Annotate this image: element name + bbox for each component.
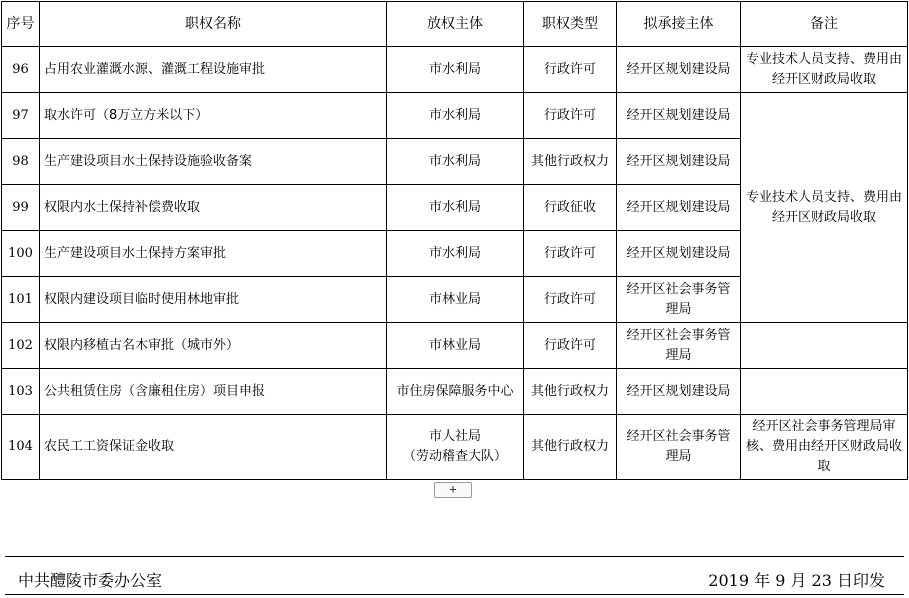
authority-table <box>1 1 908 480</box>
header-no: 序号 <box>2 2 40 47</box>
add-row-button[interactable]: + <box>434 482 472 498</box>
receiving-subject: 经开区规划建设局 <box>617 185 741 231</box>
receiving-subject: 经开区规划建设局 <box>617 369 741 415</box>
table-row <box>2 415 908 480</box>
receiving-subject: 经开区社会事务管理局 <box>617 277 741 323</box>
receiving-subject: 经开区规划建设局 <box>617 139 741 185</box>
footer-divider-bottom <box>5 594 904 595</box>
header-receiver: 拟承接主体 <box>617 2 741 47</box>
row-number: 103 <box>2 369 40 415</box>
row-number: 102 <box>2 323 40 369</box>
receiving-subject: 经开区社会事务管理局 <box>617 323 741 369</box>
receiving-subject: 经开区规划建设局 <box>617 47 741 93</box>
remark: 经开区社会事务管理局审核、费用由经开区财政局收取 <box>741 415 908 480</box>
remark: 专业技术人员支持、费用由经开区财政局收取 <box>741 47 908 93</box>
authority-name: 公共租赁住房（含廉租住房）项目申报 <box>40 369 387 415</box>
remark <box>741 369 908 415</box>
delegating-subject: 市人社局 （劳动稽查大队） <box>387 415 524 480</box>
authority-name: 生产建设项目水土保持设施验收备案 <box>40 139 387 185</box>
authority-name: 权限内移植古名木审批（城市外） <box>40 323 387 369</box>
delegating-subject: 市水利局 <box>387 93 524 139</box>
row-number: 100 <box>2 231 40 277</box>
delegating-subject: 市水利局 <box>387 231 524 277</box>
table-header-row <box>2 2 908 47</box>
footer-divider-top <box>5 556 904 557</box>
authority-name: 农民工工资保证金收取 <box>40 415 387 480</box>
delegating-subject: 市林业局 <box>387 277 524 323</box>
header-name: 职权名称 <box>40 2 387 47</box>
row-number: 98 <box>2 139 40 185</box>
receiving-subject: 经开区社会事务管理局 <box>617 415 741 480</box>
authority-type: 行政许可 <box>524 323 617 369</box>
authority-type: 行政征收 <box>524 185 617 231</box>
authority-type: 其他行政权力 <box>524 139 617 185</box>
row-number: 99 <box>2 185 40 231</box>
receiving-subject: 经开区规划建设局 <box>617 231 741 277</box>
remark <box>741 323 908 369</box>
remark: 专业技术人员支持、费用由经开区财政局收取 <box>741 93 908 323</box>
footer-print-date: 2019 年 9 月 23 日印发 <box>708 571 885 590</box>
authority-type: 行政许可 <box>524 47 617 93</box>
authority-type: 其他行政权力 <box>524 369 617 415</box>
authority-name: 权限内水土保持补偿费收取 <box>40 185 387 231</box>
row-number: 96 <box>2 47 40 93</box>
header-note: 备注 <box>741 2 908 47</box>
receiving-subject: 经开区规划建设局 <box>617 93 741 139</box>
row-number: 97 <box>2 93 40 139</box>
footer-issuer: 中共醴陵市委办公室 <box>18 571 163 590</box>
table-row <box>2 47 908 93</box>
header-subject: 放权主体 <box>387 2 524 47</box>
delegating-subject: 市住房保障服务中心 <box>387 369 524 415</box>
table-row <box>2 323 908 369</box>
row-number: 101 <box>2 277 40 323</box>
delegating-subject: 市林业局 <box>387 323 524 369</box>
authority-type: 其他行政权力 <box>524 415 617 480</box>
authority-name: 生产建设项目水土保持方案审批 <box>40 231 387 277</box>
authority-type: 行政许可 <box>524 93 617 139</box>
delegating-subject: 市水利局 <box>387 139 524 185</box>
delegating-subject: 市水利局 <box>387 185 524 231</box>
header-type: 职权类型 <box>524 2 617 47</box>
authority-type: 行政许可 <box>524 231 617 277</box>
authority-type: 行政许可 <box>524 277 617 323</box>
delegating-subject: 市水利局 <box>387 47 524 93</box>
table-row <box>2 369 908 415</box>
authority-name: 取水许可（8万立方米以下） <box>40 93 387 139</box>
row-number: 104 <box>2 415 40 480</box>
table-row <box>2 93 908 139</box>
authority-name: 权限内建设项目临时使用林地审批 <box>40 277 387 323</box>
authority-name: 占用农业灌溉水源、灌溉工程设施审批 <box>40 47 387 93</box>
